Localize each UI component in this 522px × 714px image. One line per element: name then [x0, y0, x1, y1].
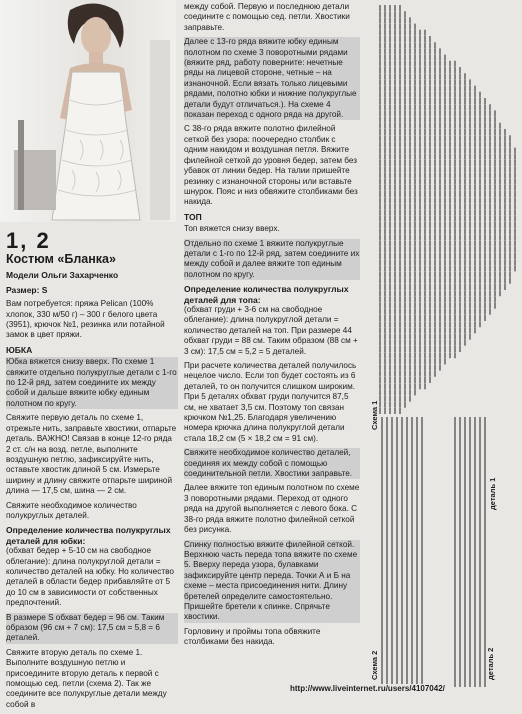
detail-1-label: деталь 1 [488, 477, 497, 510]
model-number: 1, 2 [6, 228, 51, 253]
top-paragraph-5: Свяжите необходимое количество деталей, соединяя их между собой с помощью соединительной петли. Хвостики заправьте. [184, 448, 360, 479]
author-line: Модели Ольги Захарченко [6, 270, 119, 281]
skirt-calc-text: (обхват бедер + 5-10 см на свободное облегание): длина полукруглой детали = количество деталей на юбку. Но количество деталей в области бедер прибавляйте от 5 до 10 см в зависимости от собственных предпочтений. [6, 546, 174, 608]
top-paragraph-4: При расчете количества деталей получилось нецелое число. Если топ будет состоять из 6 деталей, то он получится слишком широким. При 5 деталях обхват груди получится 87,5 см, не хватает 3,5 см. Поэтому топ связан крючком №1,25. Благодаря увеличению номера крючка длина полукруглой детали стала 18,2 см (5 × 18,2 см = 91 см). [184, 361, 357, 443]
middle-column [184, 2, 360, 652]
left-column [6, 228, 178, 714]
size-line: Размер: S [6, 284, 48, 295]
materials-text: Вам потребуется: пряжа Pelican (100% хлопок, 330 м/50 г) – 300 г белого цвета (3951), крючок №1, резинка или потайной замок в цвет пряжи. [6, 299, 165, 340]
top-paragraph-7: Спинку полностью вяжите филейной сеткой. Верхнюю часть переда топа вяжите по схеме 5. Вверху переда узора, булавками зафиксируйте центр переда. Точки А и Б на схеме – места присоединения нити. Длину бретелей определите самостоятельно. Пришейте бретели к спинке. Спрячьте хвостики. [184, 540, 360, 623]
detail-2-label: деталь 2 [486, 647, 495, 680]
top-paragraph-6: Далее вяжите топ единым полотном по схеме 3 поворотными рядами. Переход от одного ряда на другой выполняется с левого бока. С 38-го ряда вяжите полотно филейной сеткой без рисунка. [184, 483, 360, 535]
scheme-2-label: Схема 2 [370, 650, 379, 680]
skirt-heading: ЮБКА [6, 344, 33, 355]
middle-paragraph-2: Далее с 13-го ряда вяжите юбку единым полотном по схеме 3 поворотными рядами (вяжите ряд, работу поверните: нечетные ряды на лицевой стороне, четные – на изнаночной. Если вязать только лицевыми рядами, полотно юбки и нижние полукруглые детали будут отличаться.). На схеме 4 показан переход с одного ряда на другой. [184, 37, 360, 120]
skirt-paragraph-6: Свяжите вторую деталь по схеме 1. Выполните воздушную петлю и присоедините вторую деталь к первой с помощью сед. петли (схема 2). Так же соедините все полукруглые детали между собой в [6, 647, 167, 709]
skirt-calc-title: Определение количества полукруглых деталей для юбки: [6, 525, 171, 546]
scheme-1-label: Схема 1 [370, 400, 379, 430]
top-calc-text: (обхват груди + 3-6 см на свободное облегание): длина полукруглой детали = количество деталей на топ. При размере 44 обхват груди = 88 см. Таким образом (88 см + 3 см): 17,5 см = 5,2 = 5 деталей. [184, 304, 358, 356]
source-url: http://www.liveinternet.ru/users/4107042/ [290, 684, 445, 693]
top-paragraph-8: Горловину и проймы топа обвяжите столбиками без накида. [184, 626, 321, 647]
middle-paragraph-3: С 38-го ряда вяжите полотно филейной сеткой без узора: поочередно столбик с одним накидом и воздушная петля. Вяжите филейной сеткой до уровня бедер, затем без убавок от линии бедер. На талии пришейте резинку с изнаночной стороны или вставьте шнурок. Пояс и низ обвяжите столбиками без накида. [184, 124, 358, 207]
top-paragraph-2: Отдельно по схеме 1 вяжите полукруглые детали с 1-го по 12-й ряд, затем соедините их между собой и далее вяжите топ единым полотном по кругу. [184, 238, 360, 279]
skirt-paragraph-3: Свяжите необходимое количество полукруглых деталей. [6, 500, 137, 520]
top-calc-title: Определение количества полукруглых деталей для топа: [184, 284, 349, 305]
top-heading: ТОП [184, 211, 202, 222]
top-paragraph-1: Топ вяжется снизу вверх. [184, 224, 280, 234]
skirt-paragraph-1: Юбка вяжется снизу вверх. По схеме 1 свяжите отдельно полукруглые детали с 1-го по 12-й ряд, затем соедините их между собой и дальше вяжите юбку единым полотном по кругу. [6, 357, 177, 408]
skirt-paragraph-5: В размере S обхват бедер = 96 см. Таким образом (96 см + 7 см): 17,5 см = 5,8 = 6 деталей. [6, 613, 178, 644]
article-title: Костюм «Бланка» [6, 252, 116, 266]
middle-paragraph-1: между собой. Первую и последнюю детали соедините с помощью сед. петли. Хвостики заправьте. [184, 2, 350, 32]
skirt-paragraph-2: Свяжите первую деталь по схеме 1, отрежьте нить, заправьте хвостики, отпарьте деталь. ВАЖНО! Связав в конце 12-го ряда 2 ст. с/н на возд. петле, выполните воздушную петлю, зафиксируйте нить, оставьте хвостик длиной 5 см. Измерьте ширину и длину свяжите отпарьте шириной длина — 17,5 см, шина — 2 см. [6, 413, 177, 496]
crochet-diagram [360, 0, 522, 699]
model-photo [0, 0, 176, 222]
crochet-charts [360, 0, 522, 699]
